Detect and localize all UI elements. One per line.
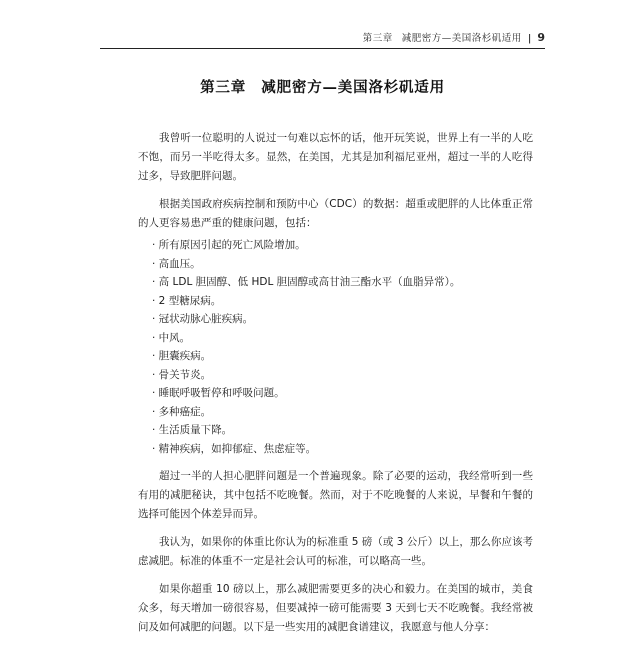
header-chapter: 第三章 bbox=[362, 33, 393, 44]
paragraph-intro: 我曾听一位聪明的人说过一句难以忘怀的话，他开玩笑说，世界上有一半的人吃不饱，而另一半吃得太多。显然，在美国，尤其是加利福尼亚州，超过一半的人吃得过多，导致肥胖问题。 bbox=[138, 132, 533, 182]
book-page bbox=[100, 30, 545, 633]
header-section: 减肥密方—美国洛杉矶适用 bbox=[401, 33, 522, 44]
body-text bbox=[138, 129, 533, 646]
running-header bbox=[100, 30, 545, 50]
list-item: · 胆囊疾病。 bbox=[152, 350, 212, 362]
list-item: · 生活质量下降。 bbox=[152, 424, 233, 436]
paragraph-standard-weight: 我认为，如果你的体重比你认为的标准重 5 磅（或 3 公斤）以上，那么你应该考虑减肥。标准的体重不一定是社会认可的标准，可以略高一些。 bbox=[138, 536, 533, 567]
list-item: · 冠状动脉心脏疾病。 bbox=[152, 313, 254, 325]
health-problems-list bbox=[138, 236, 533, 458]
paragraph-dinner: 超过一半的人担心肥胖问题是一个普遍现象。除了必要的运动，我经常听到一些有用的减肥秘诀，其中包括不吃晚餐。然而，对于不吃晚餐的人来说，早餐和午餐的选择可能因个体差异而异。 bbox=[138, 470, 533, 520]
header-rule bbox=[100, 48, 545, 49]
list-item: · 2 型糖尿病。 bbox=[152, 294, 222, 307]
paragraph-overweight: 如果你超重 10 磅以上，那么减肥需要更多的决心和毅力。在美国的城市，美食众多，每天增加一磅很容易，但要减掉一磅可能需要 3 天到七天不吃晚餐。我经常被问及如何减肥的问题。以下是一些实用的减肥食谱建议，我愿意与他人分享： bbox=[138, 583, 533, 633]
list-item: · 所有原因引起的死亡风险增加。 bbox=[152, 239, 306, 251]
page-number: 9 bbox=[537, 31, 545, 44]
list-item: · 睡眠呼吸暂停和呼吸问题。 bbox=[152, 387, 285, 399]
list-item: · 骨关节炎。 bbox=[152, 368, 212, 381]
paragraph-cdc: 根据美国政府疾病控制和预防中心（CDC）的数据：超重或肥胖的人比体重正常的人更容易患严重的健康问题，包括： bbox=[138, 198, 533, 229]
header-separator: | bbox=[527, 33, 532, 44]
chapter-title: 第三章 减肥密方—美国洛杉矶适用 bbox=[200, 79, 445, 96]
list-item: · 中风。 bbox=[152, 331, 191, 344]
list-item: · 高血压。 bbox=[152, 257, 201, 270]
list-item: · 高 LDL 胆固醇、低 HDL 胆固醇或高甘油三酯水平（血脂异常）。 bbox=[152, 276, 461, 288]
list-item: · 精神疾病，如抑郁症、焦虑症等。 bbox=[152, 442, 317, 455]
list-item: · 多种癌症。 bbox=[152, 405, 212, 418]
